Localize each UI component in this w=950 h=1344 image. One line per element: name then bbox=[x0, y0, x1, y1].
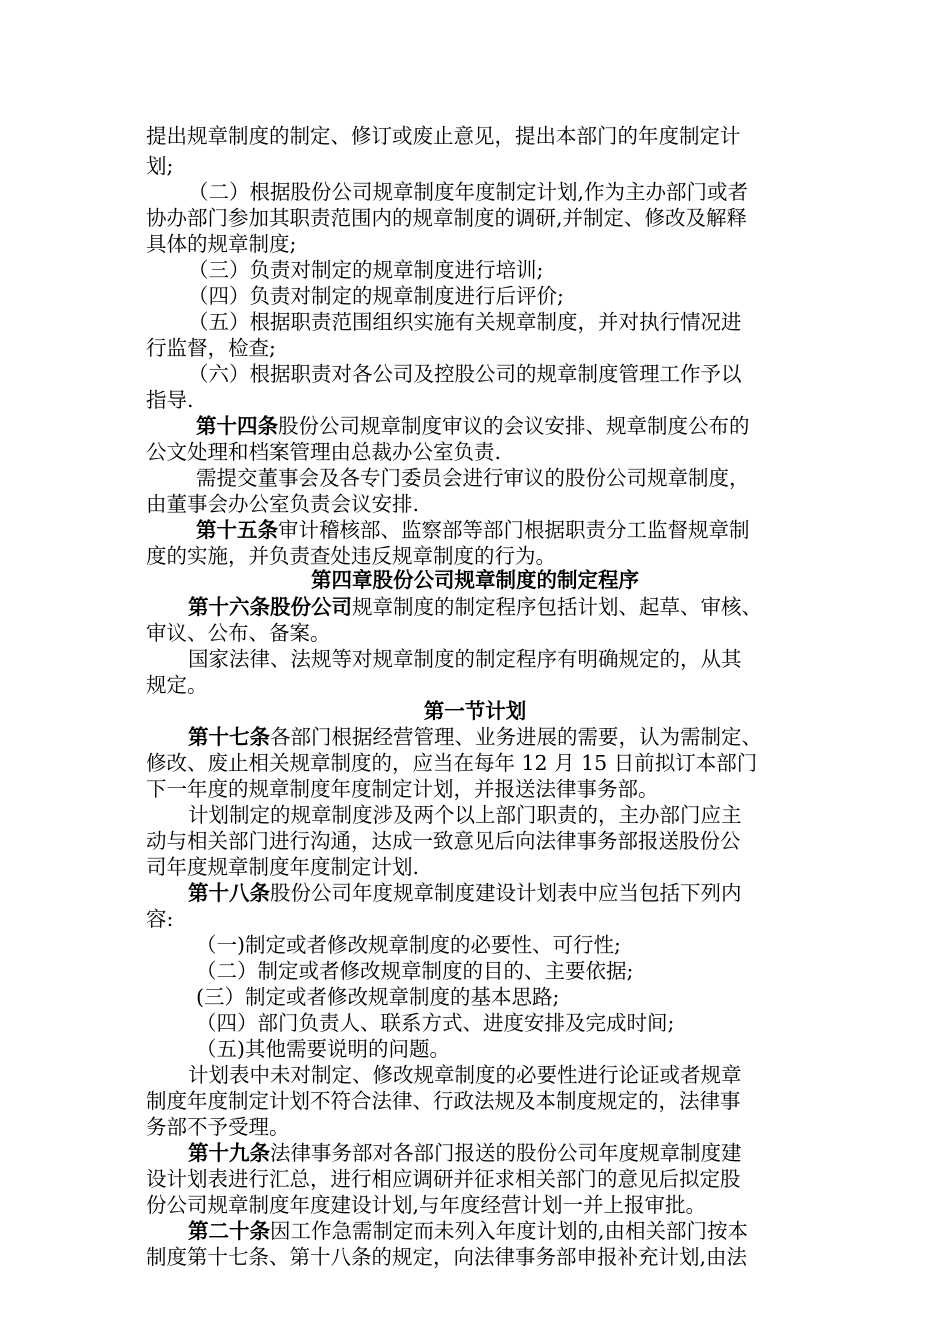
list-item: （二）制定或者修改规章制度的目的、主要依据; bbox=[196, 959, 634, 983]
text-line: 修改、废止相关规章制度的，应当在每年 12 月 15 日前拟订本部门 bbox=[146, 751, 758, 775]
article-line: 第二十条因工作急需制定而未列入年度计划的,由相关部门按本 bbox=[188, 1219, 749, 1243]
text-line: 审议、公布、备案。 bbox=[146, 621, 331, 645]
article-number: 第十八条 bbox=[188, 881, 270, 905]
article-line: 第十五条审计稽核部、监察部等部门根据职责分工监督规章制 bbox=[196, 518, 750, 542]
article-number: 第十五条 bbox=[196, 518, 278, 542]
text-line: （五）根据职责范围组织实施有关规章制度，并对执行情况进 bbox=[188, 310, 742, 334]
text-line: （三）负责对制定的规章制度进行培训; bbox=[188, 258, 544, 282]
list-item: （五)其他需要说明的问题。 bbox=[196, 1037, 450, 1061]
article-line: 第十九条法律事务部对各部门报送的股份公司年度规章制度建 bbox=[188, 1141, 742, 1165]
text-line: 具体的规章制度; bbox=[146, 232, 297, 256]
article-number: 第二十条 bbox=[188, 1219, 270, 1243]
text-line: 设计划表进行汇总，进行相应调研并征求相关部门的意见后拟定股 bbox=[146, 1167, 741, 1191]
text-line: 制度年度制定计划不符合法律、行政法规及本制度规定的，法律事 bbox=[146, 1089, 741, 1113]
text-line: 份公司规章制度年度建设计划,与年度经营计划一并上报审批。 bbox=[146, 1193, 707, 1217]
text-line: 下一年度的规章制度年度制定计划，并报送法律事务部。 bbox=[146, 777, 659, 801]
text-line: （六）根据职责对各公司及控股公司的规章制度管理工作予以 bbox=[188, 362, 742, 386]
text-line: 需提交董事会及各专门委员会进行审议的股份公司规章制度， bbox=[196, 466, 750, 490]
article-number: 第十六条股份公司 bbox=[188, 595, 352, 619]
article-number: 第十七条 bbox=[188, 725, 270, 749]
text-line: 由董事会办公室负责会议安排. bbox=[146, 492, 420, 516]
article-line: 第十四条股份公司规章制度审议的会议安排、规章制度公布的 bbox=[196, 414, 750, 438]
list-item: (三）制定或者修改规章制度的基本思路; bbox=[196, 985, 560, 1009]
text-line: 计划制定的规章制度涉及两个以上部门职责的，主办部门应主 bbox=[188, 803, 742, 827]
text-line: 规定。 bbox=[146, 673, 208, 697]
list-item: （一)制定或者修改规章制度的必要性、可行性; bbox=[196, 933, 621, 957]
text-line: 制度第十七条、第十八条的规定，向法律事务部申报补充计划,由法 bbox=[146, 1245, 748, 1269]
list-item: （四）部门负责人、联系方式、进度安排及完成时间; bbox=[196, 1011, 675, 1035]
section-heading: 第一节计划 bbox=[423, 699, 527, 723]
article-line: 第十八条股份公司年度规章制度建设计划表中应当包括下列内 bbox=[188, 881, 742, 905]
text-line: 行监督，检查; bbox=[146, 336, 276, 360]
text-line: 指导. bbox=[146, 388, 194, 412]
text-line: 国家法律、法规等对规章制度的制定程序有明确规定的，从其 bbox=[188, 647, 742, 671]
text-line: 公文处理和档案管理由总裁办公室负责. bbox=[146, 440, 502, 464]
article-number: 第十九条 bbox=[188, 1141, 270, 1165]
article-line: 第十七条各部门根据经营管理、业务进展的需要，认为需制定、 bbox=[188, 725, 762, 749]
text-line: 度的实施，并负责查处违反规章制度的行为。 bbox=[146, 544, 556, 568]
text-line: 提出规章制度的制定、修订或废止意见，提出本部门的年度制定计 bbox=[146, 124, 741, 148]
text-line: 动与相关部门进行沟通，达成一致意见后向法律事务部报送股份公 bbox=[146, 829, 741, 853]
text-line: 务部不予受理。 bbox=[146, 1115, 290, 1139]
text-line: 计划表中未对制定、修改规章制度的必要性进行论证或者规章 bbox=[188, 1063, 742, 1087]
text-line: 司年度规章制度年度制定计划. bbox=[146, 855, 420, 879]
text-line: 协办部门参加其职责范围内的规章制度的调研,并制定、修改及解释 bbox=[146, 206, 748, 230]
article-number: 第十四条 bbox=[196, 414, 278, 438]
text-line: （二）根据股份公司规章制度年度制定计划,作为主办部门或者 bbox=[188, 180, 749, 204]
article-line: 第十六条股份公司规章制度的制定程序包括计划、起草、审核、 bbox=[188, 595, 762, 619]
text-line: 划; bbox=[146, 154, 174, 178]
text-line: 容: bbox=[146, 907, 174, 931]
text-line: （四）负责对制定的规章制度进行后评价; bbox=[188, 284, 564, 308]
chapter-heading: 第四章股份公司规章制度的制定程序 bbox=[311, 568, 639, 592]
